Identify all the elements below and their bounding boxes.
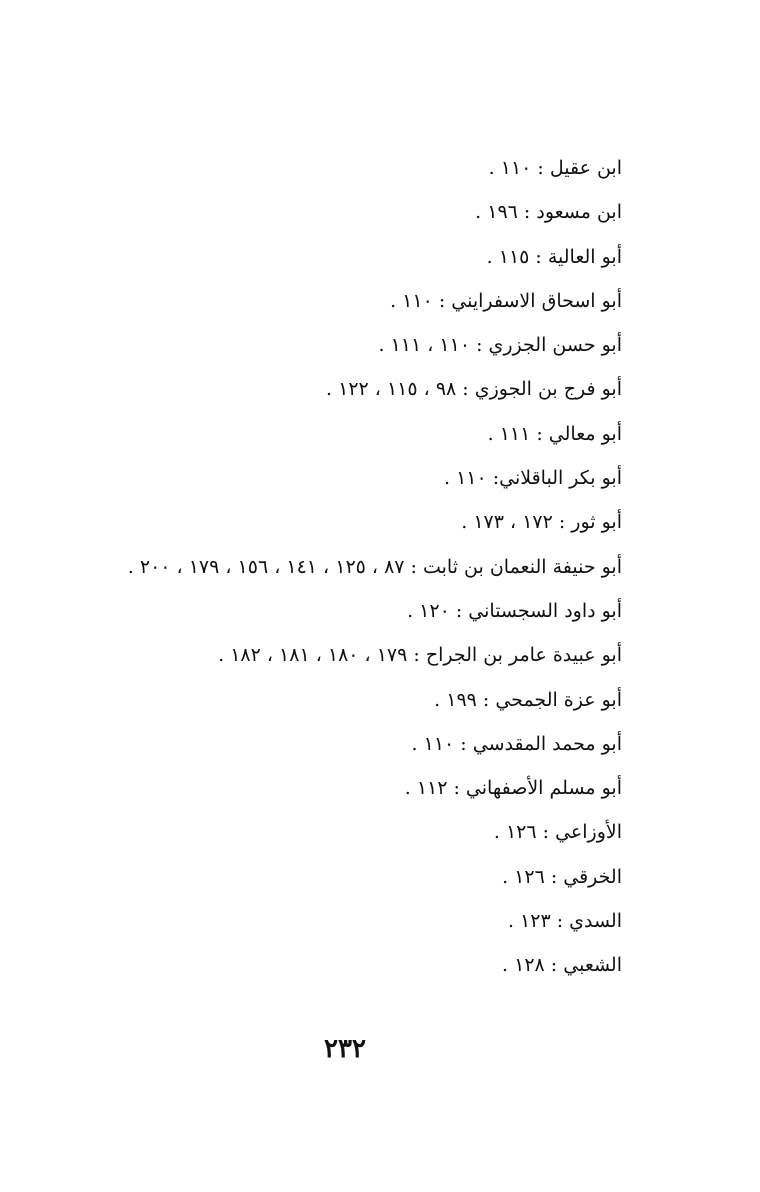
page-number: ٢٣٢ [324,1034,366,1064]
index-entry: أبو فرج بن الجوزي : ٩٨ ، ١١٥ ، ١٢٢ . [326,378,622,401]
index-entry: ابن مسعود : ١٩٦ . [475,201,622,224]
index-entry: أبو اسحاق الاسفرايني : ١١٠ . [390,289,622,312]
index-entry: ابن عقيل : ١١٠ . [488,157,622,179]
index-entry: أبو داود السجستاني : ١٢٠ . [407,599,622,622]
index-entry: أبو ثور : ١٧٢ ، ١٧٣ . [461,511,622,534]
index-entry: أبو حنيفة النعمان بن ثابت : ٨٧ ، ١٢٥ ، ١٤١ ، ١٥٦ ، ١٧٩ ، ٢٠٠ . [127,555,622,578]
index-entry: أبو عبيدة عامر بن الجراح : ١٧٩ ، ١٨٠ ، ١٨١ ، ١٨٢ . [218,644,622,667]
name-index-list [102,146,622,988]
index-entry: الشعبي : ١٢٨ . [502,954,622,977]
index-entry: أبو حسن الجزري : ١١٠ ، ١١١ . [378,334,622,357]
index-entry: الأوزاعي : ١٢٦ . [493,821,622,844]
index-entry: أبو عزة الجمحي : ١٩٩ . [434,688,622,711]
index-entry: أبو بكر الباقلاني: ١١٠ . [443,467,622,490]
index-entry: أبو العالية : ١١٥ . [486,245,622,268]
index-entry: الخرقي : ١٢٦ . [502,865,622,888]
index-entry: أبو محمد المقدسي : ١١٠ . [411,732,622,755]
index-entry: أبو مسلم الأصفهاني : ١١٢ . [404,777,622,800]
index-entry: أبو معالي : ١١١ . [487,422,622,445]
index-entry: السدي : ١٢٣ . [507,910,622,933]
